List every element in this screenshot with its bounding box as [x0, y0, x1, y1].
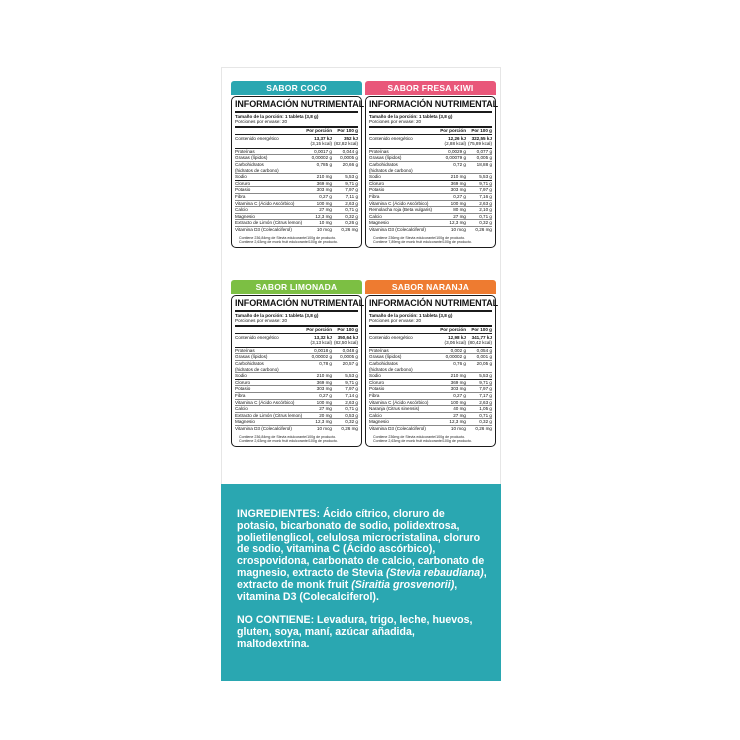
sweetener-notes: Contiene 236mg de Stevia edulcorante/100g de producto. Contiene 2,63mg de monk fruit edulcorante/100g de producto.	[373, 434, 472, 443]
flavor-tab: SABOR COCO	[231, 81, 362, 95]
nutrient-row: Carbohidratos 0,76 g 20,05 g	[369, 361, 492, 366]
nutrient-row: Vitamina D3 (Colecalciferol) 10 mcg 0,26 mg	[235, 425, 358, 431]
nutrient-row: Grasas (lípidos) 0,00002 g 0,001 g	[369, 354, 492, 360]
serving-info: Tamaño de la porción: 1 tableta (3,8 g) Porciones por envase: 20	[235, 312, 358, 327]
nutrient-row: Potasio 303 mg 7,97 g	[369, 386, 492, 392]
nutrient-row: Vitamina D3 (Colecalciferol) 10 mcg 0,26 mg	[235, 226, 358, 232]
energy-row: Contenido energético 12,26 kJ (2,88 kcal) 322,55 kJ (75,89 kcal)	[369, 135, 492, 146]
nutrition-table	[231, 96, 365, 248]
nutrient-row: Magnesio 12,3 mg 0,32 g	[369, 419, 492, 425]
nutrient-row: Grasas (lípidos) 0,00002 g 0,0005 g	[235, 354, 358, 360]
energy-row: Contenido energético 13,37 kJ (3,15 kcal) 352 kJ (82,82 kcal)	[235, 135, 358, 146]
nutrient-row: Sodio 210 mg 5,53 g	[369, 373, 492, 379]
ingredients-text: INGREDIENTES: Ácido cítrico, cloruro de potasio, bicarbonato de sodio, polidextrosa, polietilenglicol, celulosa microcristalina, cloruro de sodio, vitamina C (Ácido ascórbico), crospovidona, carbonato de calcio, carbonato de magnesio, extracto de Stevia (Stevia rebaudiana), extracto de monk fruit (Siraitia grosvenorii), vitamina D3 (Colecalciferol).	[237, 508, 487, 603]
nutrient-row: Cloruro 369 mg 9,71 g	[369, 180, 492, 186]
serving-info: Tamaño de la porción: 1 tableta (3,8 g) Porciones por envase: 20	[235, 113, 358, 128]
nutrient-row: Magnesio 12,3 mg 0,32 g	[369, 220, 492, 226]
nutrition-card	[365, 280, 499, 447]
nutrition-table	[231, 295, 365, 447]
nutrient-row: Vitamina C (Ácido Ascórbico) 100 mg 2,63 g	[235, 399, 358, 405]
nutrient-row: Proteínas 0,002 g 0,054 g	[369, 347, 492, 353]
flavor-tab: SABOR LIMONADA	[231, 280, 362, 294]
flavor-tab: SABOR FRESA KIWI	[365, 81, 496, 95]
nutrient-row: Grasas (lípidos) 0,00079 g 0,005 g	[369, 155, 492, 161]
nutrient-row: Calcio 27 mg 0,71 g	[369, 213, 492, 219]
sweetener-notes: Contiene 236,84mg de Stevia edulcorante/100g de producto. Contiene 2,63mg de monk fruit edulcorante/100g de producto.	[239, 434, 338, 443]
no-contiene-heading: NO CONTIENE:	[237, 614, 315, 626]
nutrient-row: Sodio 210 mg 5,53 g	[235, 373, 358, 379]
nutrient-row: Potasio 303 mg 7,97 g	[235, 187, 358, 193]
flavor-tab: SABOR NARANJA	[365, 280, 496, 294]
nutrient-row: Calcio 27 mg 0,71 g	[369, 412, 492, 418]
column-header: Por porción Por 100 g	[369, 128, 492, 135]
nutrient-row: Carbohidratos 0,78 g 20,57 g	[235, 361, 358, 366]
nutrient-row: Sodio 210 mg 5,53 g	[369, 174, 492, 180]
nutrient-row: Proteínas 0,0017 g 0,044 g	[235, 148, 358, 154]
nutrition-table	[365, 96, 499, 248]
nutrient-row: Fibra 0,27 g 7,11 g	[235, 193, 358, 199]
nutrient-row: Potasio 303 mg 7,97 g	[369, 187, 492, 193]
nutrient-row: Carbohidratos 0,72 g 18,88 g	[369, 162, 492, 167]
nutrient-row: Magnesio 12,3 mg 0,32 g	[235, 419, 358, 425]
nutrient-row: (hidratos de carbono)	[235, 366, 279, 372]
nutrient-row: Vitamina D3 (Colecalciferol) 10 mcg 0,26 mg	[369, 425, 492, 431]
nutrient-row: Remolacha roja (Beta vulgaris) 80 mg 2,10 g	[369, 207, 492, 213]
serving-info: Tamaño de la porción: 1 tableta (3,8 g) Porciones por envase: 20	[369, 113, 492, 128]
nutrient-row: Calcio 27 mg 0,71 g	[235, 207, 358, 213]
nutrient-row: Extracto de Limón (Citrus lemon) 10 mg 0,26 g	[235, 220, 358, 226]
nutrient-row: Vitamina D3 (Colecalciferol) 10 mcg 0,26 mg	[369, 226, 492, 232]
nutrient-row: Proteínas 0,0029 g 0,077 g	[369, 148, 492, 154]
serving-info: Tamaño de la porción: 1 tableta (3,8 g) Porciones por envase: 20	[369, 312, 492, 327]
nutrient-row: Potasio 303 mg 7,97 g	[235, 386, 358, 392]
nutrient-row: Cloruro 369 mg 9,71 g	[369, 379, 492, 385]
energy-row: Contenido energético 12,98 kJ (3,06 kcal) 341,77 kJ (80,42 kcal)	[369, 334, 492, 345]
sweetener-notes: Contiene 236,84mg de Stevia edulcorante/100g de producto. Contiene 2,63mg de monk fruit edulcorante/100g de producto.	[239, 235, 338, 244]
nutrient-row: Fibra 0,27 g 7,17 g	[369, 392, 492, 398]
column-header: Por porción Por 100 g	[235, 128, 358, 135]
nutrition-title: INFORMACIÓN NUTRIMENTAL	[369, 99, 492, 113]
column-header: Por porción Por 100 g	[369, 327, 492, 334]
nutrient-row: Grasas (lípidos) 0,00002 g 0,0005 g	[235, 155, 358, 161]
nutrition-table	[365, 295, 499, 447]
sweetener-notes: Contiene 236mg de Stevia edulcorante/100g de producto. Contiene 7,89mg de monk fruit edulcorante/100g de producto.	[373, 235, 472, 244]
nutrient-row: Vitamina C (Ácido Ascórbico) 100 mg 2,63 g	[369, 200, 492, 206]
nutrition-title: INFORMACIÓN NUTRIMENTAL	[369, 298, 492, 312]
nutrient-row: Calcio 27 mg 0,71 g	[235, 406, 358, 412]
nutrient-row: Fibra 0,27 g 7,14 g	[235, 392, 358, 398]
nutrient-row: Cloruro 369 mg 9,71 g	[235, 379, 358, 385]
nutrient-row: Fibra 0,27 g 7,16 g	[369, 193, 492, 199]
nutrient-row: Proteínas 0,0018 g 0,048 g	[235, 347, 358, 353]
nutrient-row: Naranja (Citrus sinensis) 40 mg 1,05 g	[369, 406, 492, 412]
nutrition-card	[231, 81, 365, 248]
nutrient-row: Vitamina C (Ácido Ascórbico) 100 mg 2,63 g	[235, 200, 358, 206]
nutrient-row: Sodio 210 mg 5,53 g	[235, 174, 358, 180]
nutrition-card	[365, 81, 499, 248]
column-header: Por porción Por 100 g	[235, 327, 358, 334]
energy-row: Contenido energético 13,32 kJ (3,13 kcal) 350,64 kJ (82,50 kcal)	[235, 334, 358, 345]
nutrient-row: (hidratos de carbono)	[235, 167, 279, 173]
nutrient-row: Extracto de Limón (Citrus lemon) 20 mg 0,53 g	[235, 412, 358, 418]
nutrient-row: (hidratos de carbono)	[369, 167, 413, 173]
nutrition-title: INFORMACIÓN NUTRIMENTAL	[235, 298, 358, 312]
nutrient-row: Cloruro 369 mg 9,71 g	[235, 180, 358, 186]
nutrient-row: Vitamina C (Ácido Ascórbico) 100 mg 2,63 g	[369, 399, 492, 405]
nutrition-title: INFORMACIÓN NUTRIMENTAL	[235, 99, 358, 113]
ingredients-heading: INGREDIENTES:	[237, 508, 320, 520]
nutrient-row: Magnesio 12,3 mg 0,32 g	[235, 213, 358, 219]
nutrient-row: Carbohidratos 0,785 g 20,66 g	[235, 162, 358, 167]
no-contiene-text: NO CONTIENE: Levadura, trigo, leche, huevos, gluten, soya, maní, azúcar añadida, maltodextrina.	[237, 614, 473, 650]
nutrition-card	[231, 280, 365, 447]
nutrient-row: (hidratos de carbono)	[369, 366, 413, 372]
